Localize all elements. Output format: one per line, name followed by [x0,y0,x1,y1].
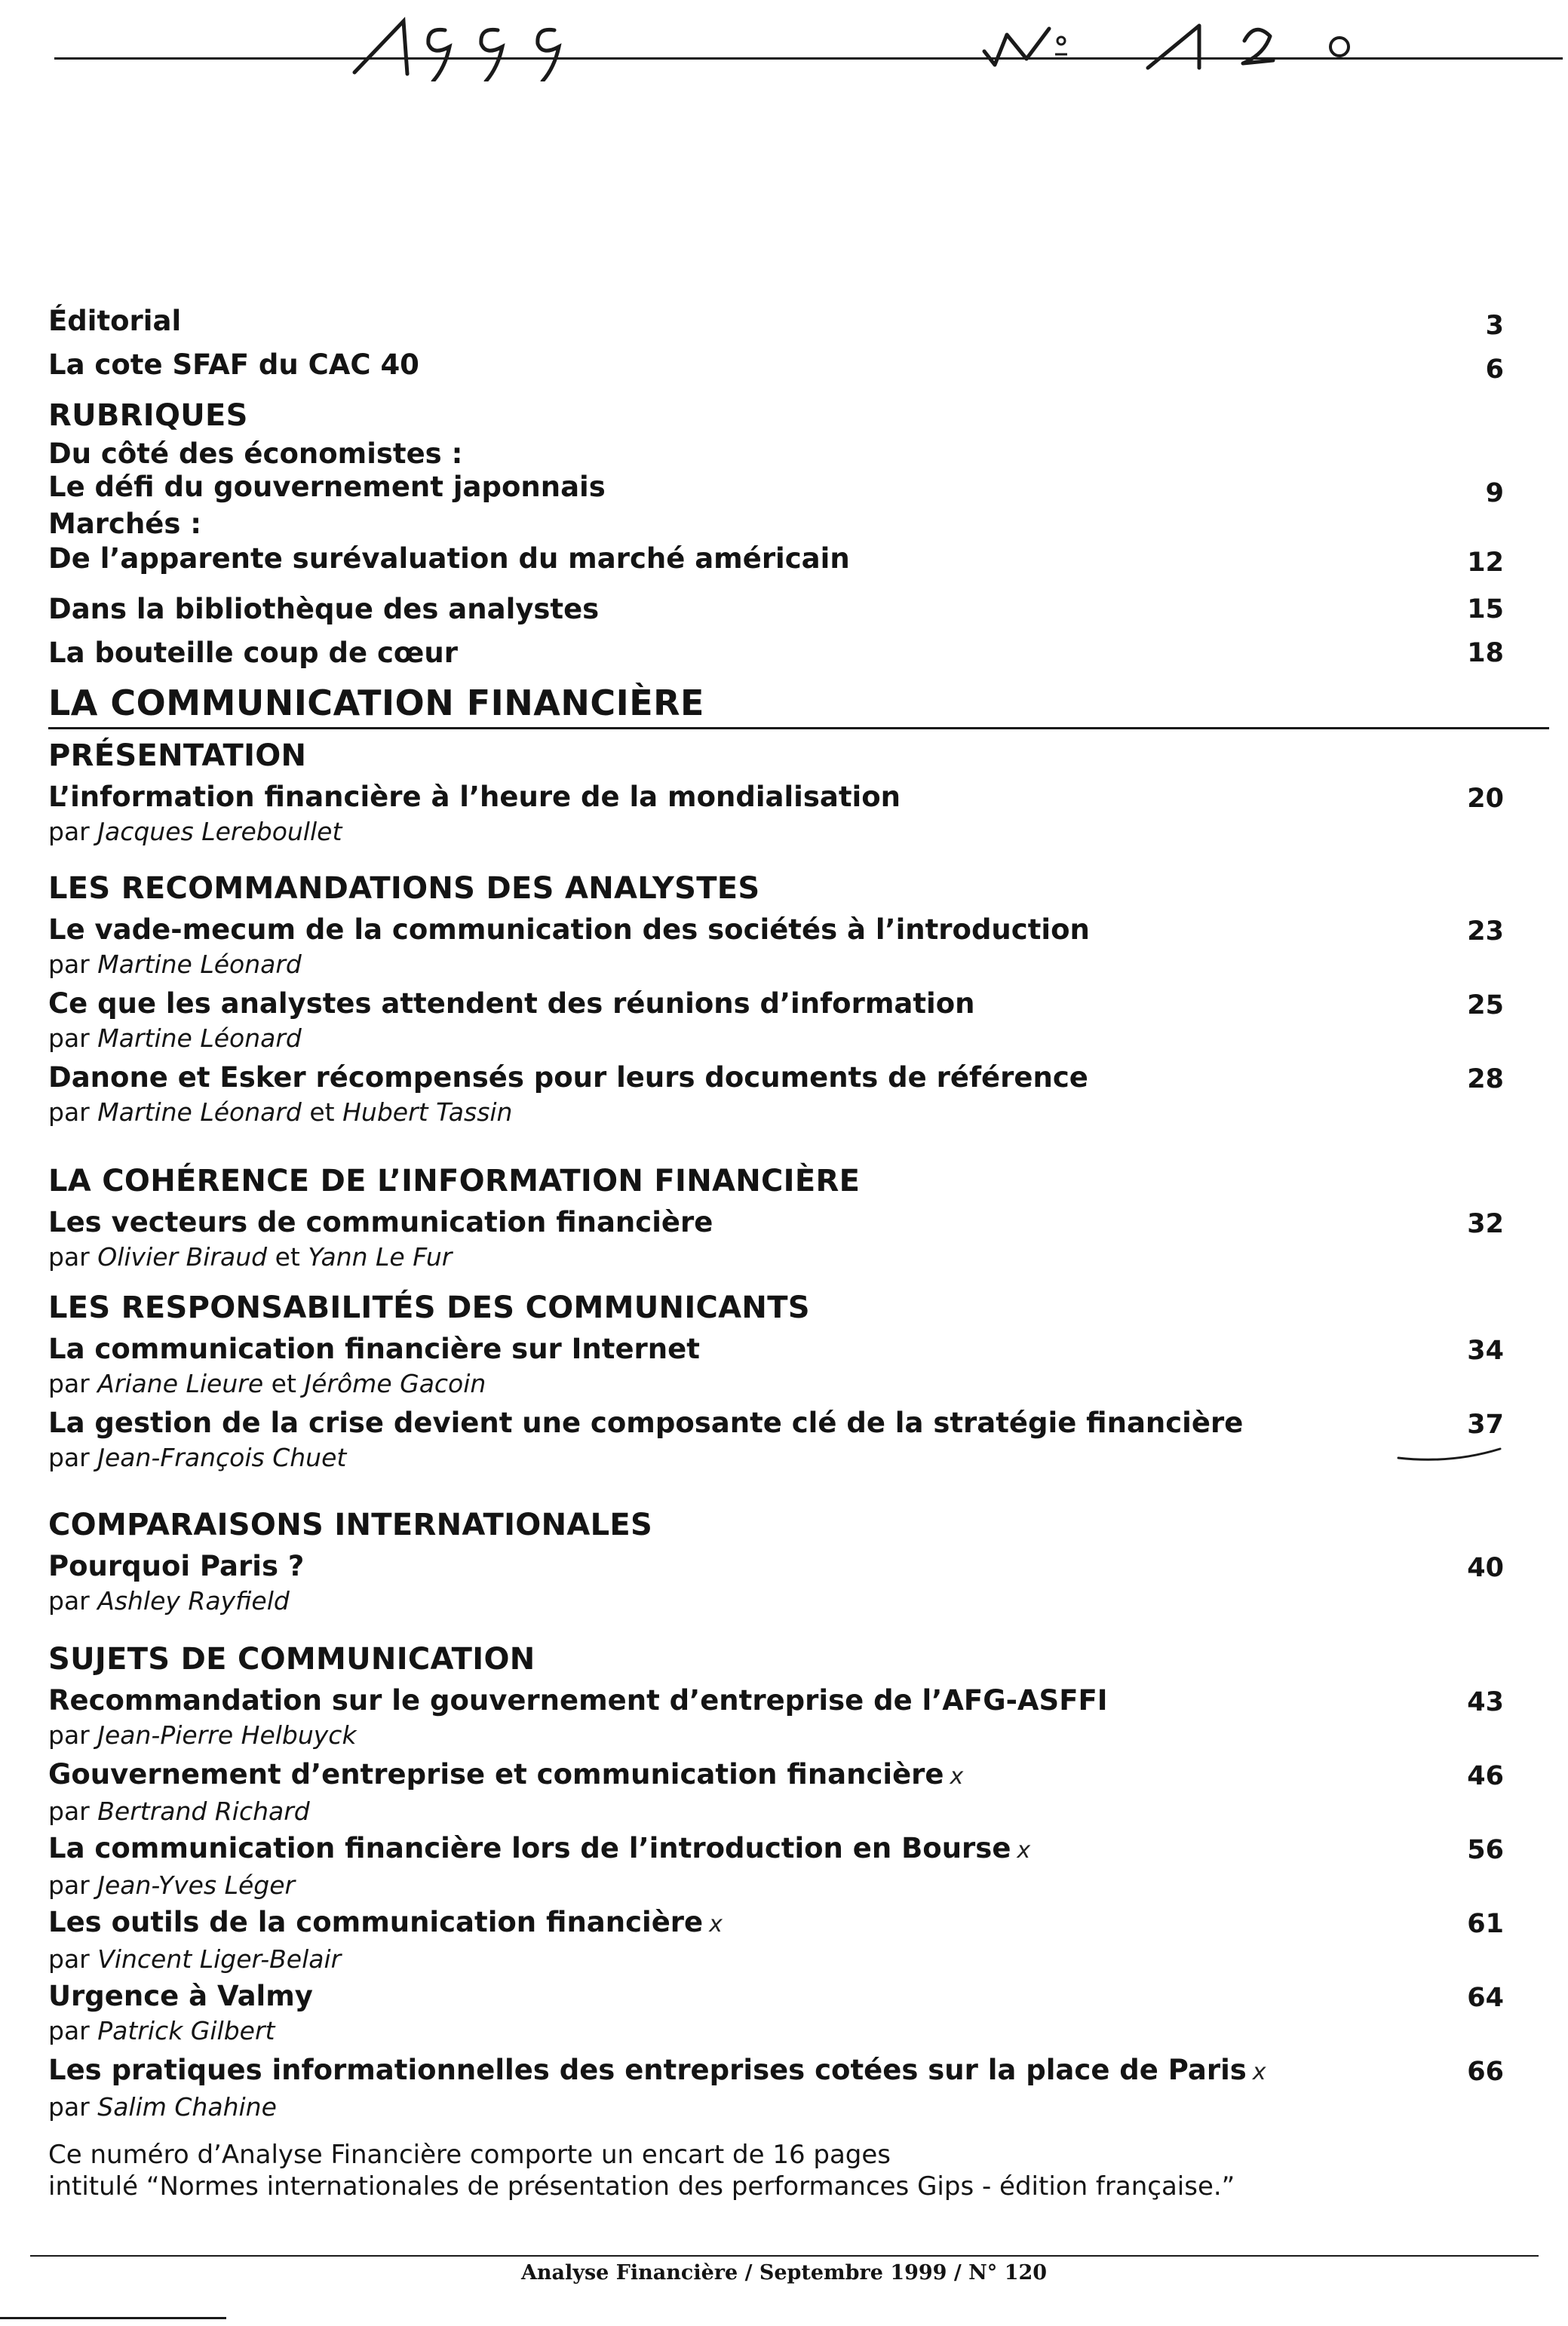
toc-entry-article [48,984,1504,1058]
page-number: 3 [1485,311,1504,341]
page-number: 43 [1467,1687,1504,1717]
page-number: 20 [1467,784,1504,814]
section-heading-comparaisons: COMPARAISONS INTERNATIONALES [48,1508,653,1542]
page-number: 34 [1467,1336,1504,1366]
handwritten-number [1139,15,1365,75]
dossier-heading: LA COMMUNICATION FINANCIÈRE [48,683,704,723]
entry-byline: par Jacques Lereboullet [48,817,342,846]
toc-entry-cote-sfaf [48,345,1504,394]
dossier-rule [48,727,1549,729]
toc-entry-article [48,1203,1504,1286]
footer-rule [30,2255,1539,2257]
toc-entry-article [48,1058,1504,1159]
page-number: 40 [1467,1553,1504,1583]
insert-note [48,2139,1235,2202]
entry-byline: par Vincent Liger-Belair [48,1944,342,1974]
entry-byline: par Martine Léonard [48,1023,302,1053]
toc-entry-editorial [48,302,1504,345]
page-number: 28 [1467,1064,1504,1094]
toc-entry-article [48,778,1504,867]
handwritten-mark: x [1017,1837,1031,1864]
entry-title: L’information financière à l’heure de la mondialisation [48,781,901,813]
page-number: 6 [1485,354,1504,385]
entry-title: De l’apparente surévaluation du marché américain [48,542,850,575]
toc-entry-article [48,910,1504,984]
entry-byline: par Jean-Yves Léger [48,1870,296,1900]
toc-entry-article [48,2051,1504,2125]
toc-entry-article [48,1829,1504,1903]
section-heading-responsabilites: LES RESPONSABILITÉS DES COMMUNICANTS [48,1290,810,1325]
page-number: 12 [1467,548,1504,578]
page-number: 15 [1467,594,1504,624]
entry-title: Les vecteurs de communication financière [48,1206,713,1238]
handwritten-number-label [977,21,1075,74]
handwritten-mark: x [709,1911,723,1938]
toc-entry-article [48,1330,1504,1404]
entry-title: Ce que les analystes attendent des réunions d’information [48,987,975,1020]
handwritten-mark: x [1252,2059,1266,2085]
entry-title: Le défi du gouvernement japonnais [48,471,606,503]
toc-entry-article [48,1903,1504,1977]
entry-title: Recommandation sur le gouvernement d’entreprise de l’AFG-ASFFI [48,1684,1108,1717]
page-number: 37 [1467,1410,1504,1440]
page-number: 25 [1467,990,1504,1020]
toc-entry-economistes [48,437,1504,507]
entry-byline: par Salim Chahine [48,2092,277,2122]
entry-title: Urgence à Valmy [48,1980,313,2012]
entry-byline: par Jean-François Chuet [48,1443,347,1472]
header-rule [54,57,1563,60]
section-heading-coherence: LA COHÉRENCE DE L’INFORMATION FINANCIÈRE [48,1164,861,1198]
entry-byline: par Olivier Biraud et Yann Le Fur [48,1242,453,1272]
page-number: 66 [1467,2057,1504,2087]
section-heading-sujets: SUJETS DE COMMUNICATION [48,1642,535,1677]
entry-title: Pourquoi Paris ? [48,1550,305,1582]
entry-title: Gouvernement d’entreprise et communication financière x [48,1758,964,1791]
note-line-2: intitulé “Normes internationales de présentation des performances Gips - édition française.” [48,2171,1235,2202]
entry-title: Éditorial [48,305,182,337]
toc-entry-bouteille [48,634,1504,682]
entry-rubric: Marchés : [48,508,202,540]
toc-entry-article [48,1547,1504,1637]
note-line-1: Ce numéro d’Analyse Financière comporte un encart de 16 pages [48,2140,891,2170]
entry-title: La gestion de la crise devient une composante clé de la stratégie financière [48,1407,1244,1439]
entry-title: Le vade-mecum de la communication des sociétés à l’introduction [48,913,1090,946]
toc-entry-article [48,1681,1504,1755]
toc-entry-article [48,1977,1504,2051]
toc-entry-article [48,1404,1504,1503]
entry-title: Danone et Esker récompensés pour leurs documents de référence [48,1061,1088,1094]
rubriques-heading: RUBRIQUES [48,398,248,433]
page-number: 23 [1467,916,1504,947]
page-number: 56 [1467,1835,1504,1865]
handwritten-mark: x [950,1763,964,1790]
toc-entry-bibliotheque [48,590,1504,634]
toc-entry-article [48,1755,1504,1829]
entry-byline: par Martine Léonard [48,950,302,979]
handwritten-year [332,6,588,81]
entry-title: La communication financière sur Internet [48,1333,700,1365]
entry-title: La cote SFAF du CAC 40 [48,348,419,381]
section-heading-presentation: PRÉSENTATION [48,738,307,773]
toc-entry-marches [48,507,1504,590]
entry-title: Les outils de la communication financière x [48,1906,723,1938]
page-number: 61 [1467,1909,1504,1939]
handwritten-underline [1391,1443,1504,1465]
bottom-edge-rule [0,2317,226,2319]
page-number: 32 [1467,1209,1504,1239]
table-of-contents [48,302,1504,2125]
entry-title: Les pratiques informationnelles des entreprises cotées sur la place de Paris x [48,2054,1266,2086]
page-footer: Analyse Financière / Septembre 1999 / N° 120 [520,2261,1048,2285]
entry-title: La bouteille coup de cœur [48,637,459,669]
entry-title: La communication financière lors de l’introduction en Bourse x [48,1832,1031,1864]
entry-byline: par Patrick Gilbert [48,2016,275,2045]
section-heading-recommandations: LES RECOMMANDATIONS DES ANALYSTES [48,871,760,906]
entry-byline: par Ashley Rayfield [48,1586,290,1616]
entry-byline: par Martine Léonard et Hubert Tassin [48,1097,513,1127]
page-number: 9 [1485,478,1504,508]
entry-title: Dans la bibliothèque des analystes [48,593,600,625]
entry-byline: par Jean-Pierre Helbuyck [48,1720,357,1750]
page-number: 18 [1467,638,1504,668]
page-number: 64 [1467,1983,1504,2013]
entry-rubric: Du côté des économistes : [48,437,463,470]
entry-byline: par Ariane Lieure et Jérôme Gacoin [48,1369,486,1398]
page-number: 46 [1467,1761,1504,1791]
entry-byline: par Bertrand Richard [48,1797,310,1826]
